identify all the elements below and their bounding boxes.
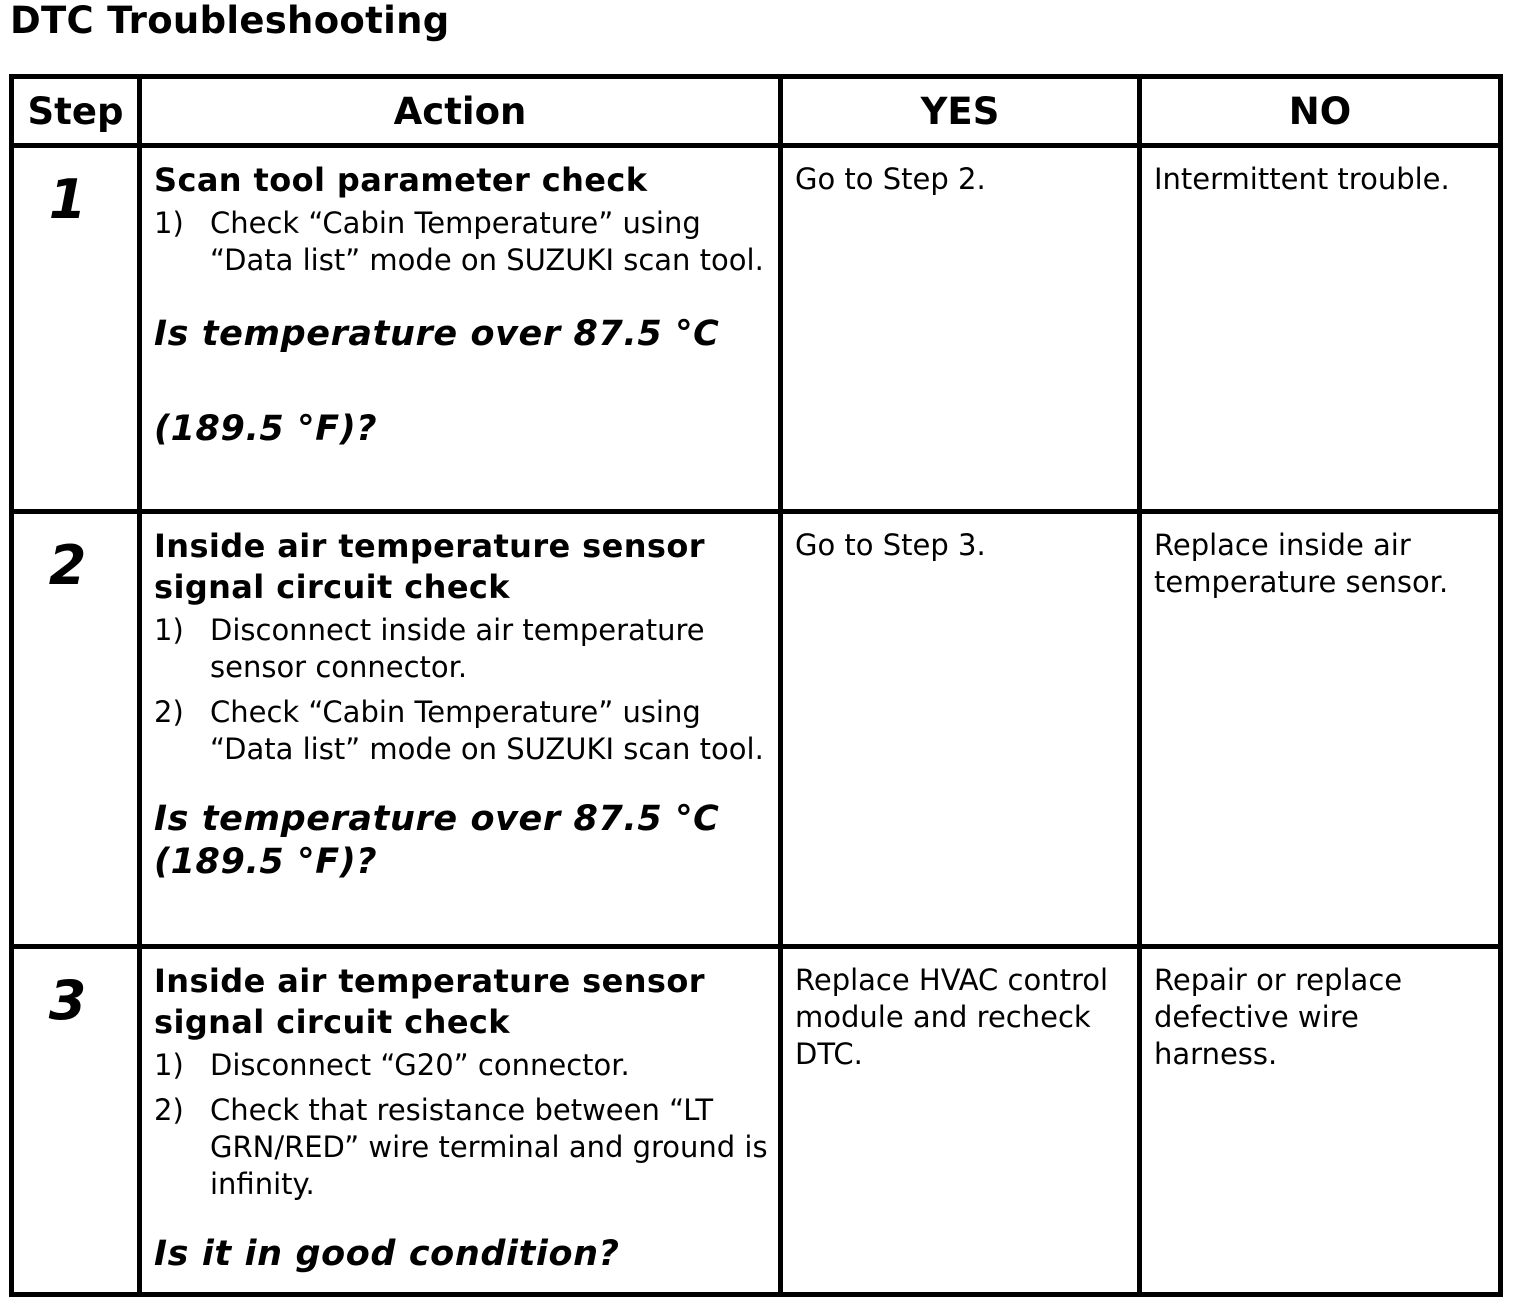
action-title: Inside air temperature sensor signal circuit check: [154, 526, 705, 606]
action-question: Is temperature over 87.5 °C (189.5 °F)?: [154, 798, 720, 882]
substep-text: Check that resistance between “LT GRN/RED” wire terminal and ground is infinity.: [210, 1093, 768, 1202]
action-cell: [140, 146, 781, 512]
substep-text: Check “Cabin Temperature” using “Data list” mode on SUZUKI scan tool.: [210, 206, 764, 277]
yes-result: Go to Step 2.: [795, 162, 986, 196]
action-cell: [140, 947, 781, 1295]
page-title: DTC Troubleshooting: [10, 0, 450, 42]
substep: [154, 612, 768, 686]
substep-number: 1): [154, 1048, 184, 1083]
substep: [154, 694, 768, 768]
substep-number: 1): [154, 612, 184, 647]
table-header-row: [12, 77, 1501, 146]
substep-text: Disconnect inside air temperature sensor connector.: [210, 612, 705, 684]
action-question: Is temperature over 87.5 °C (189.5 °F)?: [154, 314, 720, 449]
step-cell: [12, 146, 140, 512]
step-cell: [12, 511, 140, 947]
yes-result: Go to Step 3.: [795, 527, 986, 562]
table-row: [12, 947, 1501, 1295]
no-result: Replace inside air temperature sensor.: [1154, 527, 1449, 599]
substep: [154, 1092, 768, 1203]
action-title: Inside air temperature sensor signal circuit check: [154, 962, 705, 1042]
substep-number: 2): [154, 1093, 184, 1128]
action-title: Scan tool parameter check: [154, 161, 648, 199]
substep-number: 2): [154, 694, 184, 729]
table-row: [12, 146, 1501, 512]
step-number: 3: [48, 969, 87, 1033]
no-cell: [1140, 146, 1501, 512]
action-cell: [140, 511, 781, 947]
header-action: Action: [140, 77, 781, 146]
step-cell: [12, 947, 140, 1295]
dtc-troubleshooting-table: [9, 74, 1503, 1297]
substep-list: [154, 205, 768, 279]
no-cell: [1140, 947, 1501, 1295]
step-number: 2: [48, 533, 87, 597]
substep: [154, 205, 768, 279]
header-no: NO: [1140, 77, 1501, 146]
substep-text: Disconnect “G20” connector.: [210, 1048, 630, 1083]
header-yes: YES: [781, 77, 1140, 146]
substep: [154, 1047, 768, 1084]
no-cell: [1140, 511, 1501, 947]
step-number: 1: [48, 168, 87, 231]
header-step: Step: [12, 77, 140, 146]
yes-cell: [781, 947, 1140, 1295]
substep-text: Check “Cabin Temperature” using “Data list” mode on SUZUKI scan tool.: [210, 694, 764, 766]
yes-cell: [781, 511, 1140, 947]
table-row: [12, 511, 1501, 947]
no-result: Intermittent trouble.: [1154, 162, 1450, 196]
substep-list: [154, 1047, 768, 1203]
substep-list: [154, 612, 768, 768]
no-result: Repair or replace defective wire harness.: [1154, 963, 1403, 1072]
action-question: Is it in good condition?: [154, 1234, 620, 1275]
yes-cell: [781, 146, 1140, 512]
substep-number: 1): [154, 206, 184, 240]
yes-result: Replace HVAC control module and recheck DTC.: [795, 963, 1109, 1072]
